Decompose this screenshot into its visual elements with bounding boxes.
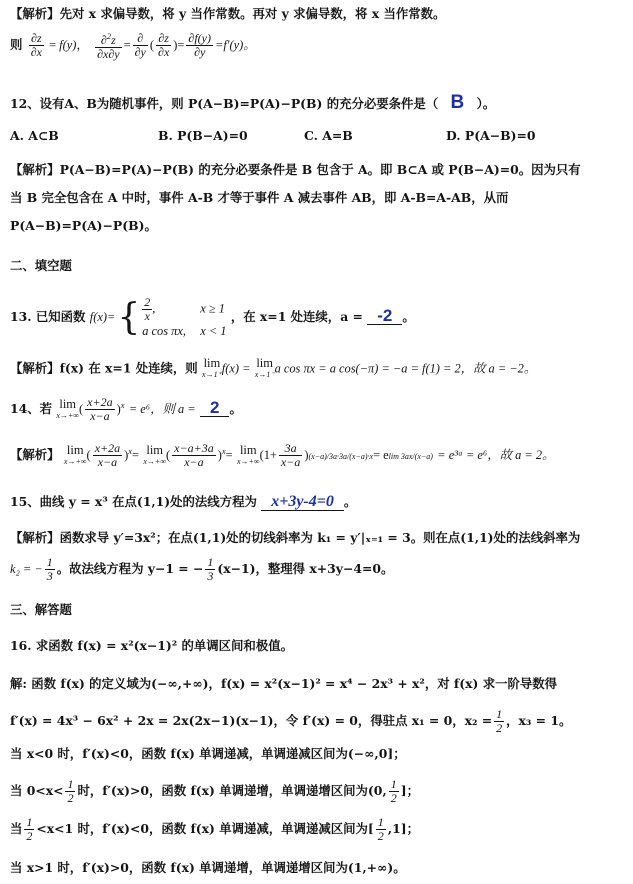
q16-case2: 当 0<x< $\frac{1}{2}$ 时，f′(x)>0，函数 f(x) 单调递增，单调递增区间为(0, $\frac{1}{2}$ ]； bbox=[10, 777, 419, 805]
q13-analysis: 【解析】f(x) 在 x=1 处连续，则 lim x→1⁺ f(x) = lim x→1⁻ a cos πx = a cos(−π) = −a = f(1) = 2，故 a = −2。 bbox=[10, 356, 537, 379]
analysis-label: 解析 bbox=[22, 447, 48, 462]
analysis-label: 解析 bbox=[22, 360, 48, 376]
q14-question: 14、若 lim x→+∞ ( $\frac{x+2a}{x-a}$ )$^x$ = e⁶，则 a = 2 。 bbox=[10, 395, 242, 423]
analysis-label: 解析 bbox=[22, 6, 48, 21]
dz-dx-fraction: $\frac{\partial z}{\partial x}$ bbox=[30, 31, 42, 59]
q11-analysis-text: 先对 x 求偏导数，将 y 当作常数。再对 y 求偏导数，将 x 当作常数。 bbox=[59, 6, 446, 21]
q12-analysis-line1: 【解析】P(A−B)=P(A)−P(B) 的充分必要条件是 B 包含于 A。即 B⊂A 或 P(B−A)=0。因为只有 bbox=[10, 162, 581, 177]
analysis-label: 解析 bbox=[22, 530, 48, 545]
q16-solution-line1: 解: 函数 f(x) 的定义域为(−∞,+∞)，f(x) = x²(x−1)² = x⁴ − 2x³ + x²，对 f(x) 求一阶导数得 bbox=[10, 676, 558, 691]
q12-option-a: A. A⊂B bbox=[10, 128, 59, 143]
q14-analysis: 【解析】 lim x→+∞ ( $\frac{x+2a}{x-a}$ )$^x$= lim x→+∞ ( $\frac{x-a+3a}{x-a}$ )$^x$= lim x→+∞ (1+ $\frac{3a}{x-a}$ )(x−a)/3a·3a/(x−a)·x= elim 3ax/(x−a) = e³ᵃ = e⁶，故 a = 2。 bbox=[10, 441, 555, 469]
q12-analysis-line2: 当 B 完全包含在 A 中时，事件 A-B 才等于事件 A 减去事件 AB，即 A-B=A-AB，从而 bbox=[10, 190, 509, 205]
q12-option-c: C. A=B bbox=[304, 128, 353, 143]
q16-question: 16. 求函数 f(x) = x²(x−1)² 的单调区间和极值。 bbox=[10, 638, 293, 653]
q13-answer: -2 bbox=[367, 308, 402, 325]
q15-answer: x+3y-4=0 bbox=[261, 494, 344, 511]
q15-question: 15、曲线 y = x³ 在点(1,1)处的法线方程为 x+3y-4=0 。 bbox=[10, 493, 357, 510]
q14-answer: 2 bbox=[200, 400, 229, 417]
q16-case3: 当 $\frac{1}{2}$ <x<1 时，f′(x)<0，函数 f(x) 单调递减，单调递减区间为[ $\frac{1}{2}$ ,1]； bbox=[10, 815, 419, 843]
q11-formula: 则 $\frac{\partial z}{\partial x}$ = f(y)， $\frac{\partial^2z}{\partial x\partial y}$ = $\frac{\partial}{\partial y}$ ( $\frac{\partial z}{\partial x}$ )= $\frac{\partial f(y)}{\partial y}$ =f′(y)。 bbox=[10, 31, 256, 61]
q11-analysis-line: 【解析】先对 x 求偏导数，将 y 当作常数。再对 y 求偏导数，将 x 当作常数。 bbox=[10, 6, 446, 21]
section-fill-in-title: 二、填空题 bbox=[10, 259, 72, 273]
d2z-dxdy-fraction: $\frac{\partial^2z}{\partial x\partial y}$ bbox=[97, 31, 120, 61]
q12-question: 12、设有A、B为随机事件，则 P(A−B)=P(A)−P(B) 的充分必要条件是（ B ）。 bbox=[10, 92, 496, 113]
q16-case4: 当 x>1 时，f′(x)>0，函数 f(x) 单调递增，单调递增区间为(1,+∞)。 bbox=[10, 860, 406, 875]
q12-option-b: B. P(B−A)=0 bbox=[158, 128, 248, 143]
section-solution-title: 三、解答题 bbox=[10, 603, 72, 617]
left-brace: { bbox=[117, 296, 141, 338]
q12-answer: B bbox=[450, 92, 465, 113]
q12-analysis-line3: P(A−B)=P(A)−P(B)。 bbox=[10, 218, 157, 233]
analysis-label: 解析 bbox=[22, 162, 48, 177]
q16-case1: 当 x<0 时，f′(x)<0，函数 f(x) 单调递减，单调递减区间为(−∞,0]； bbox=[10, 746, 406, 761]
q12-option-d: D. P(A−B)=0 bbox=[446, 128, 536, 143]
q13-question: 13. 已知函数 f(x)={ $\frac{2}{x}$ , x ≥ 1 a cos πx, x < 1 ，在 x=1 处连续，a = -2 。 bbox=[10, 295, 415, 338]
q16-solution-line2: f′(x) = 4x³ − 6x² + 2x = 2x(2x−1)(x−1)，令 f′(x) = 0，得驻点 x₁ = 0，x₂ = $\frac{1}{2}$ ，x₃ = 1。 bbox=[10, 707, 572, 735]
q15-analysis-line2: k₂ = − $\frac{1}{3}$ 。故法线方程为 y−1 = − $\frac{1}{3}$ (x−1)，整理得 x+3y−4=0。 bbox=[10, 555, 394, 583]
q15-analysis-line1: 【解析】函数求导 y′=3x²；在点(1,1)处的切线斜率为 k₁ = y′|ₓ₌₁ = 3。则在点(1,1)处的法线斜率为 bbox=[10, 530, 581, 545]
piecewise-cases: $\frac{2}{x}$ , x ≥ 1 a cos πx, x < 1 bbox=[142, 295, 227, 338]
